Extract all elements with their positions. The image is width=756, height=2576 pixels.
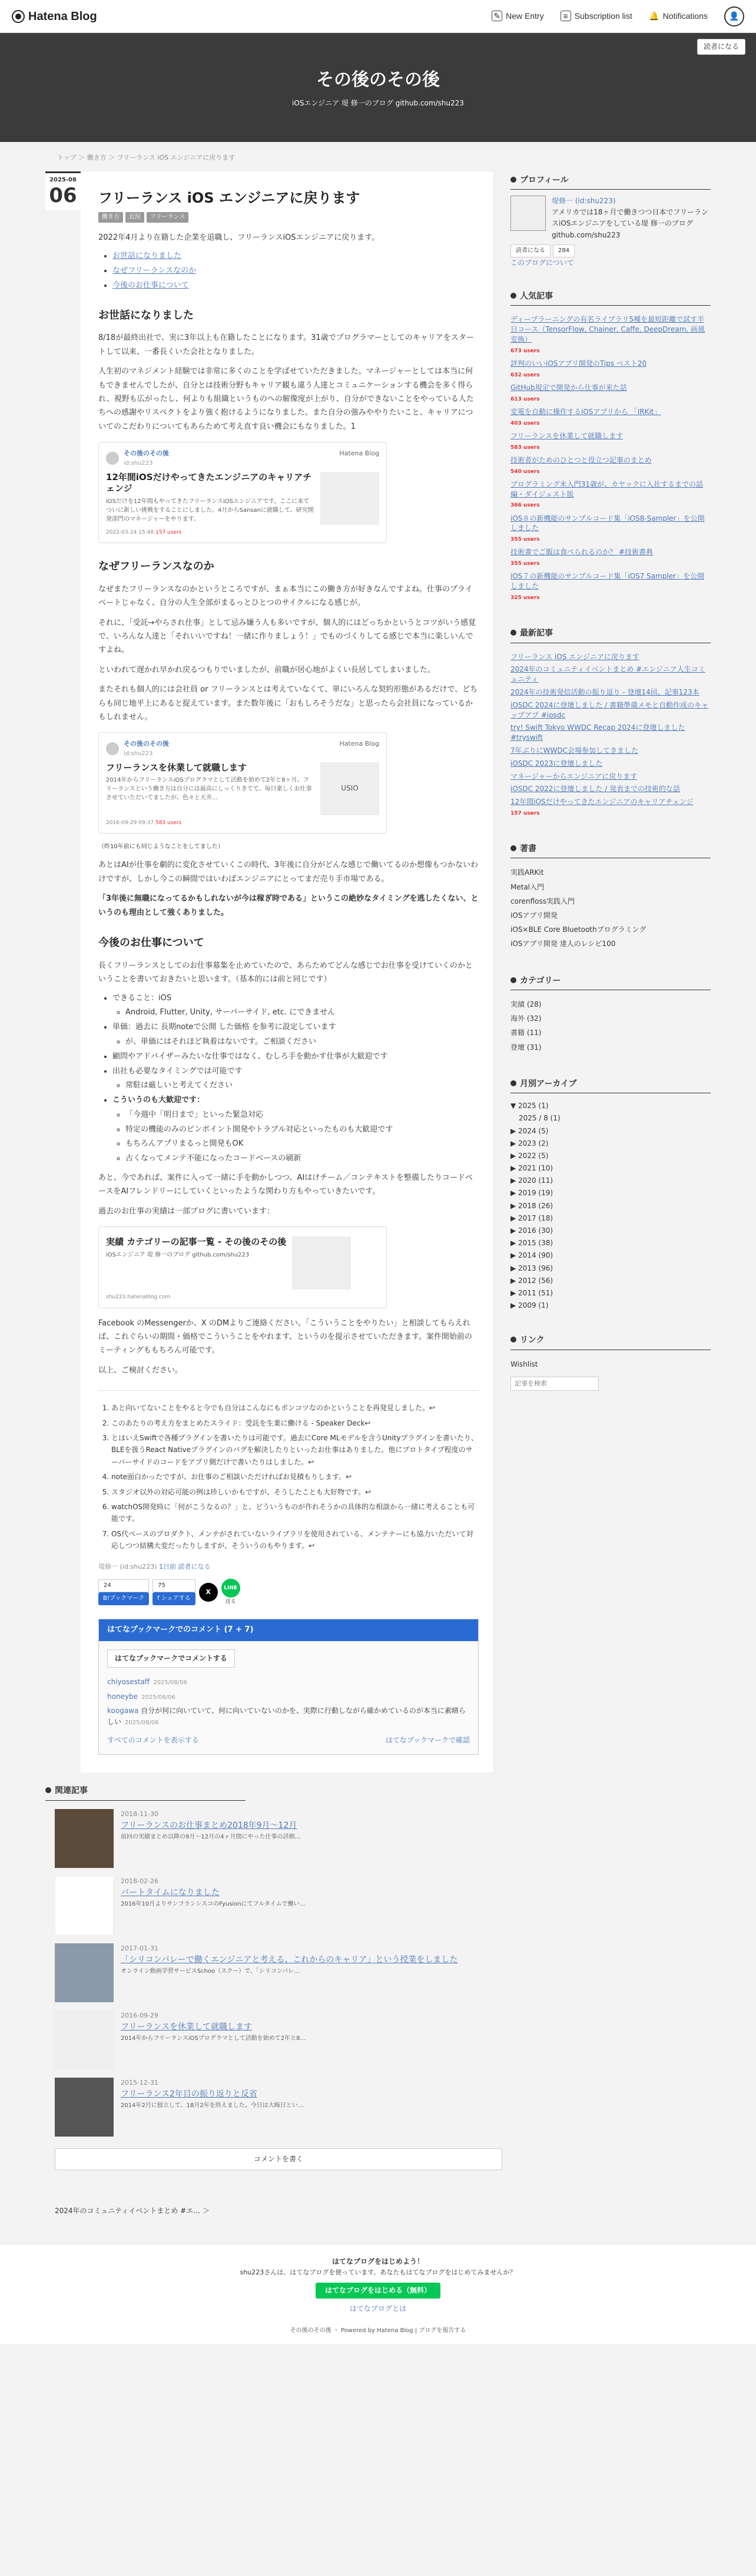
notifications-link[interactable]: 🔔 Notifications xyxy=(649,11,708,21)
reader-button[interactable]: 読者になる xyxy=(697,39,745,55)
paragraph: といわれて遅かれ早かれ戻るつもりでいましたが、前職が居心地がよくい長居してしまいました。 xyxy=(98,665,435,674)
thumbnail-image[interactable] xyxy=(55,2078,114,2137)
entry-article xyxy=(81,171,493,1773)
footnote: 4. note面白かったですが、お仕事のご相談いただければお見積もりします。↩ xyxy=(111,1471,479,1483)
list-item: • 顧問やアドバイザーみたいな仕事ではなく、むしろ手を動かす仕事が大歓迎です xyxy=(112,1051,479,1063)
related-entry: 2016-09-29 フリーランスを休業して就職します 2014年からフリーランスiOSプログラマとして活動を始めて2年と8… xyxy=(55,2010,493,2069)
emphasis-paragraph: 「3年後に無職になってるかもしれないが今は稼ぎ時である」というこの絶妙なタイミングを逃したくない、というのも理由として強くありました。 xyxy=(98,894,479,917)
x-share-button[interactable]: X xyxy=(199,1583,218,1602)
reader-button[interactable]: 読者になる xyxy=(510,244,551,257)
list-item: • 単価：過去に 長期noteで公開 した価格 を参考に設定しています xyxy=(112,1021,479,1034)
category-card-embed[interactable]: 実績 カテゴリーの記事一覧 - その後のその後 iOSエンジニア 堤 修一のブログ github.com/shu223 shu223.hatenablog.com xyxy=(98,1226,387,1308)
blog-title[interactable]: その後のその後 xyxy=(316,69,440,90)
blog-header xyxy=(0,33,756,142)
paragraph: 長くフリーランスとしてのお仕事募集を止めていたので、あらためてどんな感じでお仕事を受けていくのかということを書いておきたいと思います。（基本的には前と同じです） xyxy=(98,961,473,984)
paragraph: あと、今であれば、案件に入って一緒に手を動かしつつ、AIはけチーム／コンテキストを整備したりコードベースをAIフレンドリーにしていくといったような関わり方もやっていきたいです。 xyxy=(98,1173,473,1196)
categories-list: 実績 (28) 海外 (32) 書籍 (11) 登壇 (31) xyxy=(510,1000,542,1051)
paragraph: 以上、ご検討ください。 xyxy=(98,1365,183,1375)
list-item: ◦ 「今週中「明日まで」といった緊急対応 xyxy=(125,1109,479,1122)
paragraph: 人生初のマネジメント経験では非常に多くのことを学ばせていただきました。マネージャーとしては本当に何もできませんでしたが、自分とは技術分野もキャリア観も違う人達とコミュニケーションする機会を多く得られ、視野も広がったし、何よりも組織というものへの解像度が上がり、自分ができないことをやっている人たちへの感謝やリスペクトをより強く抱けるようになりました。また自分の強みややりたいこと、キャリアについてのこだわりについてもあらためて考え直す良い機会にもなりました。1 xyxy=(98,367,474,431)
toc-link[interactable]: なぜフリーランスなのか xyxy=(112,266,197,275)
thumbnail-image[interactable] xyxy=(55,2010,114,2069)
related-entries: 関連記事 2018-11-30 フリーランスのお仕事まとめ2018年9月〜12月 前回の実績まとめ以降の9月〜12月の4ヶ月間にやった仕事の詳細… 2018-02-26 パートタイムになりました 2016年10月よりサンフランシスコのFyusionにてフルタイムで働い… 2017-01-31 「シリコンバレーで働くエンジニアと考える、これからのキャリア」という授業をしました オンライン動画学習サービスSchoo（スクー）で、「シリコンバレ… 2016-09-29 フリーランスを休業して就職します 2014年からフリーランスiOSプログラマとして活動を始めて2年と8… 2015-12-31 フリーランス2年目の振り返りと反省 2014年2月に独立して、18月2年を終えました。今日は大晦日とい… コメントを書く 2024年のコミュニティイベントまとめ #エ… ＞ xyxy=(45,1773,493,2244)
links-list: Wishlist xyxy=(510,1360,538,1368)
popular-entries: ディープラーニングの有名ライブラリ5種を最短距離で試す半日コース（TensorFlow, Chainer, Caffe, DeepDream, 画風変換） 673 users 評判のいいiOSアプリ開発のTips ベスト20 632 users GitHub規定で開発から仕事が来た話 613 users 変電を自動に操作するiOSアプリから 「IRKit」 403 users フリーランスを休業して就職します 583 users 技術者がためのひとつと役立つ記事のまとめ 540 users プログラミング未入門31歳が、カヤックに入社するまでの話編・ダイジェスト版 366 users iOS８の新機能のサンプルコード集「iOS8-Sampler」を公開しました 355 users 技術書でご飯は食べられるのか？ #技術書典 355 users iOS７の新機能のサンプルコード集「iOS7 Sampler」を公開しました 325 users xyxy=(510,315,705,601)
books-list: 実践ARKit Metal入門 corenfloss実践入門 iOSアプリ開発 iOS×BLE Core Bluetoothプログラミング iOSアプリ開発 達人のレシピ100 xyxy=(510,868,646,948)
footnote: 5. スタジオ以外の対応可能の例は珍しいかもですが、そうしたことも大好物です。↩ xyxy=(111,1486,479,1498)
paragraph: 過去のお仕事の実績は一部ブログに書いています： xyxy=(98,1206,275,1216)
note: （昨10年前にも同じようなことをしてました） xyxy=(98,844,224,851)
line-share-button[interactable]: LINE xyxy=(221,1579,240,1598)
thumbnail-image: USIO xyxy=(320,762,379,815)
bookmark-comment: koogawa 自分が何に向いていて、何に向いていないのかを、実際に行動しながら確かめているのが本当に素晴らしい 2025/08/06 xyxy=(107,1706,466,1727)
blog-description: iOSエンジニア 堤 修一のブログ github.com/shu223 xyxy=(292,98,464,107)
thumbnail-image[interactable] xyxy=(55,1809,114,1868)
related-entry: 2018-02-26 パートタイムになりました 2016年10月よりサンフランシスコのFyusionにてフルタイムで働い… xyxy=(55,1876,493,1935)
blog-card-embed[interactable]: その後のその後 id:shu223 Hatena Blog 12年間iOSだけやってきたエンジニアのキャリアチェンジ iOSだけを12年間もやってきたフリーランスiOSエンジニアです。ここに来てついに新しい挑戦をすることにしました。4月からSansanに就職して、研究開発部門のマネージャーをやります。 2022-03-24 15:48 157 users xyxy=(98,442,387,543)
thumbnail-image[interactable] xyxy=(55,1876,114,1935)
list-item: ◦ もちろんアプリまるっと開発もOK xyxy=(125,1138,479,1150)
list-item: ◦ Android, Flutter, Unity, サーバーサイド, etc. にできません xyxy=(125,1007,479,1019)
footnote: 2. このあたりの考え方をまとめたスライド：受託を生業に働ける - Speaker Deck↩ xyxy=(111,1417,479,1429)
related-entry: 2018-11-30 フリーランスのお仕事まとめ2018年9月〜12月 前回の実績まとめ以降の9月〜12月の4ヶ月間にやった仕事の詳細… xyxy=(55,1809,493,1868)
search-input[interactable] xyxy=(510,1377,599,1391)
avatar xyxy=(106,742,119,755)
next-entry-link[interactable]: 2024年のコミュニティイベントまとめ #エ… ＞ xyxy=(55,2206,210,2215)
footnote: 3. とはいえSwiftで各種プラグインを書いたりは可能です。過去にCore MLモデルを含うUnityプラグインを書いたり、BLEを扱うReact Nativeプラグインのバグを解決したりといったお仕事はありました。他にプロトタイプ程度のサーバーサイドのコードをアプリ側だけで書いたりはしました。↩ xyxy=(111,1432,479,1468)
footnote: 6. watchOS開発時に「何がこうなるの？」と、どういうものが作れそうかの具体的な相談から一緒に考えることも可能です。 xyxy=(111,1501,479,1525)
archive-list: ▼ 2025 (1) 2025 / 8 (1) ▶ 2024 (5) ▶ 2023 (2) ▶ 2022 (5) ▶ 2021 (10) ▶ 2020 (11) ▶ 2019 (19) ▶ 2018 (26) ▶ 2017 (18) ▶ 2016 (30) ▶ 2015 (38) ▶ 2014 (90) ▶ 2013 (96) ▶ 2012 (56) ▶ 2011 (51) ▶ 2009 (1) xyxy=(510,1102,561,1310)
list-item: • 出社も必要なタイミングでは可能です xyxy=(112,1066,479,1078)
lead-paragraph: 2022年4月より在籍した企業を退職し、フリーランスiOSエンジニアに戻ります。 xyxy=(98,233,380,242)
page-footer: その後のその後 ・ Powered by Hatena Blog | ブログを報告する xyxy=(0,2322,756,2344)
section-heading: なぜフリーランスなのか xyxy=(98,560,214,573)
blog-card-embed[interactable]: その後のその後 id:shu223 Hatena Blog フリーランスを休業して就職します 2014年からフリーランスiOSプログラマとして活動を始めて2年と8ヶ月。フリーランスという働き方は自分には最高にしっくりきてて、毎日楽しくお仕事させていただいてましたが、色々と天井… USIO 2016-09-29 09:37 583 users xyxy=(98,732,387,834)
bookmark-comment: honeybe 2025/08/06 xyxy=(107,1692,175,1701)
user-icon: 👤 xyxy=(729,11,740,21)
list-item: ◦ 古くなってメンテ不能になったコードベースの刷新 xyxy=(125,1153,479,1165)
hatena-blog-logo[interactable]: Hatena Blog xyxy=(12,7,97,26)
entry-date: 2025-08 06 xyxy=(45,171,81,210)
work-conditions-list xyxy=(112,993,479,1166)
recent-entries: フリーランス iOS エンジニアに戻ります 2024年のコミュニティイベントまとめ #エンジニア人生コミュニティ 2024年の技術発信活動の振り返り - 登壇14回、記事123本 iOSDC 2024に登壇しました / 書籍準備メモと自動作成のキャップアプ #iosdc try! Swift Tokyo WWDC Recap 2024に登壇しました #tryswift 7年ぶりにWWDC会場参加してきました iOSDC 2023に登壇しました マネージャーからエンジニアに戻ります iOSDC 2022に登壇しました / 発表までの技術的な話 12年間iOSだけやってきたエンジニアのキャリアチェンジ 157 users xyxy=(510,652,709,816)
footnote: 1. あと向いてないことをやると今でも自分はこんなにもポンコツなのかということを再発見しました。↩ xyxy=(111,1402,479,1414)
section-heading: お世話になりました xyxy=(98,309,194,322)
paragraph: なぜまたフリーランスなのかというところですが、まぁ本当にこの働き方が好きなんですよね。仕事のプライベートじゃなく、自分の人生全部がまるっとひとつのサイクルになる感じが。 xyxy=(98,584,473,608)
breadcrumb[interactable]: トップ ＞ 働き方 ＞ フリーランス iOS エンジニアに戻ります xyxy=(57,154,236,161)
related-entry: 2017-01-31 「シリコンバレーで働くエンジニアと考える、これからのキャリア」という授業をしました オンライン動画学習サービスSchoo（スクー）で、「シリコンバレ… xyxy=(55,1943,493,2002)
share-buttons: 24 B!ブックマーク 75 f シェアする X LINE 送る xyxy=(98,1579,479,1606)
hatena-logo-icon xyxy=(12,10,25,23)
entry-title[interactable]: フリーランス iOS エンジニアに戻ります xyxy=(98,189,360,206)
footnotes xyxy=(98,1390,479,1552)
avatar xyxy=(106,452,119,465)
profile-module: 堤修一 (id:shu223) アメリカでは18ヶ月で働きつつ日本でフリーランスiOSエンジニアをしている堤 修一のブログ github.com/shu223 xyxy=(510,196,711,241)
category-tag[interactable]: 近況 xyxy=(125,212,144,223)
show-all-comments-link[interactable]: すべてのコメントを表示する xyxy=(107,1736,199,1745)
paragraph: Facebook のMessengerか、X のDMよりご連絡ください。「こういうことをやりたい」と相談してもらえれば、これぐらいの期間・価格でこういうことをやれます、というのを提示させていただきます。案件開始前のミーティングももちろん可能です。 xyxy=(98,1318,472,1355)
confirm-on-hatena-link[interactable]: はてなブックマークで確認 xyxy=(385,1736,470,1745)
list-item: • できること：iOS xyxy=(112,993,479,1005)
bell-icon: 🔔 xyxy=(649,11,659,21)
new-entry-link[interactable]: ✎ New Entry xyxy=(492,9,544,22)
paragraph: 8/18が最終出社で、実に3年以上も在籍したことになります。31歳でプログラマーとしてのキャリアをスタートして以来、一番長くいた会社となりました。 xyxy=(98,333,474,356)
comment-on-hatena-button[interactable]: はてなブックマークでコメントする xyxy=(107,1649,235,1668)
toc-link[interactable]: お世話になりました xyxy=(112,252,182,261)
facebook-share-button[interactable]: f シェアする xyxy=(152,1592,195,1605)
hatena-blog-badge: Hatena Blog xyxy=(339,740,379,748)
user-menu-button[interactable] xyxy=(724,6,744,27)
subscription-list-link[interactable]: ≡ Subscription list xyxy=(561,9,632,22)
list-item: ◦ 特定の機能のみのピンポイント開発やトラブル対応といったものも大歓迎です xyxy=(125,1124,479,1136)
table-of-contents xyxy=(112,250,479,292)
start-hatena-blog-button[interactable]: はてなブログをはじめる（無料） xyxy=(316,2283,440,2299)
thumbnail-image xyxy=(292,1236,351,1289)
global-header xyxy=(0,0,756,33)
related-entry: 2015-12-31 フリーランス2年目の振り返りと反省 2014年2月に独立して、18月2年を終えました。今日は大晦日とい… xyxy=(55,2078,493,2137)
category-tag[interactable]: 働き方 xyxy=(98,212,123,223)
thumbnail-image xyxy=(320,472,379,525)
footnote: 7. OS代ペースのプロダクト、メンテがされていないライブラリを使用されている、メンテナーにも協力いただいて対応しつつ結構大変だったりしますが、そういうのもやります。↩ xyxy=(111,1528,479,1552)
bookmark-comments: はてなブックマークでのコメント (7 + 7) はてなブックマークでコメントする chiyosestaff 2025/08/06 honeybe 2025/08/06 koogawa 自分が何に向いていて、何に向いていないのかを、実際に行動しながら確かめているのが本当に素晴らしい 2025/08/06 すべてのコメントを表示する はてなブックマークで確認 xyxy=(98,1619,479,1755)
entry-byline: 堤修一 (id:shu223) 1日前 読者になる xyxy=(98,1562,211,1570)
avatar[interactable] xyxy=(510,196,546,231)
paragraph: あとはAIが仕事を劇的に変化させていくこの時代、3年後に自分がどんな感じで働いてるのか想像もつかないわけですが、しかし今この瞬間ではいわばエンジニアにとってまだ売り手市場である。 xyxy=(98,861,478,884)
section-heading: 今後のお仕事について xyxy=(98,936,204,949)
paragraph: またそれも個人的には会社員 or フリーランスとは考えていなくて、単にいろんな契約形態があるだけで、どちらも同じ地平上にあると捉えています。また数年後に「おもしろそうだな」と思ったら会社員になっているかもしれません。 xyxy=(98,685,478,722)
about-hatena-link[interactable]: はてなブログとは xyxy=(349,2304,407,2313)
list-item: ◦ 常駐は厳しいと考えてください xyxy=(125,1080,479,1092)
toc-link[interactable]: 今後のお仕事について xyxy=(112,280,189,290)
sidebar: プロフィール 堤修一 (id:shu223) アメリカでは18ヶ月で働きつつ日本でフリーランスiOSエンジニアをしている堤 修一のブログ github.com/shu223 読者になる 284 このブログについて 人気記事 ディープラーニングの有名ライブラリ5種を最短距離で試す半日コース（TensorFlow, Chainer, Caffe, DeepDream, 画風変換） 673 users 評判のいいiOSアプリ開発のTips ベスト20 632 users GitHub規定で開発から仕事が来た話 613 users 変電を自動に操作するiOSアプリから 「IRKit」 403 users フリーランスを休業して就職します 583 users 技術者がためのひとつと役立つ記事のまとめ 540 users プログラミング未入門31歳が、カヤックに入社するまでの話編・ダイジェスト版 366 users iOS８の新機能のサンプルコード集「iOS8-Sampler」を公開しました 355 users 技術書でご飯は食べられるのか？ #技術書典 355 users iOS７の新機能のサンプルコード集「iOS7 Sampler」を公開しました 325 users 最新記事 フリーランス iOS エンジニアに戻ります 2024年のコミュニティイベントまとめ #エンジニア人生コミュニティ 2024年の技術発信活動の振り返り - 登壇14回、記事123本 iOSDC 2024に登壇しました / 書籍準備メモと自動作成のキャップアプ #iosdc try! Swift Tokyo WWDC Recap 2024に登壇しました #tryswift 7年ぶりにWWDC会場参加してきました iOSDC 2023に登壇しました マネージャーからエンジニアに戻ります iOSDC 2022に登壇しました / 発表までの技術的な話 12年間iOSだけやってきたエンジニアのキャリアチェンジ 157 users 著書 実践ARKit Metal入門 corenfloss実践入門 iOSアプリ開発 iOS×BLE Core Bluetoothプログラミング iOSアプリ開発 達人のレシピ100 カテゴリー 実績 (28) 海外 (32) 書籍 (11) 登壇 (31) 月別アーカイブ ▼ 2025 (1) 2025 / 8 (1) ▶ 2024 (5) ▶ 2023 (2) ▶ 2022 (5) ▶ 2021 (10) ▶ 2020 (11) ▶ 2019 (19) ▶ 2018 (26) ▶ 2017 (18) ▶ 2016 (30) ▶ 2015 (38) ▶ 2014 (90) ▶ 2013 (96) ▶ 2012 (56) ▶ 2011 (51) ▶ 2009 (1) リンク Wishlist 記事を検索 xyxy=(510,171,711,2244)
about-blog-link[interactable]: このブログについて xyxy=(510,258,574,267)
hatena-blog-badge: Hatena Blog xyxy=(339,449,379,458)
bookmark-comment: chiyosestaff 2025/08/06 xyxy=(107,1678,187,1687)
hatena-bookmark-button[interactable]: B!ブックマーク xyxy=(98,1592,149,1605)
paragraph: それに、「受託→やらされ仕事」として忌み嫌う人も多いですが、個人的にはどっちかというとコツがいう感覚で、いろんな人達と「それいいですね！一緒に作りましょう！」でものづくりしてる感じで本当に楽しいんですよね。 xyxy=(98,618,476,655)
list-item: • こういうのも大歓迎です： xyxy=(112,1094,479,1107)
category-tag[interactable]: フリーランス xyxy=(147,212,188,223)
hatena-promo-footer: はてなブログをはじめよう！ shu223さんは、はてなブログを使っています。あなたもはてなブログをはじめてみませんか？ はてなブログをはじめる（無料） はてなブログとは xyxy=(0,2244,756,2322)
pencil-icon: ✎ xyxy=(492,11,502,21)
write-comment-button[interactable]: コメントを書く xyxy=(55,2148,502,2170)
list-item: ◦ が、単価にはそれほど執着はないです。ご相談ください xyxy=(125,1036,479,1049)
main-column xyxy=(45,171,493,2244)
entry-categories xyxy=(98,212,479,223)
list-icon: ≡ xyxy=(561,11,571,21)
thumbnail-image[interactable] xyxy=(55,1943,114,2002)
